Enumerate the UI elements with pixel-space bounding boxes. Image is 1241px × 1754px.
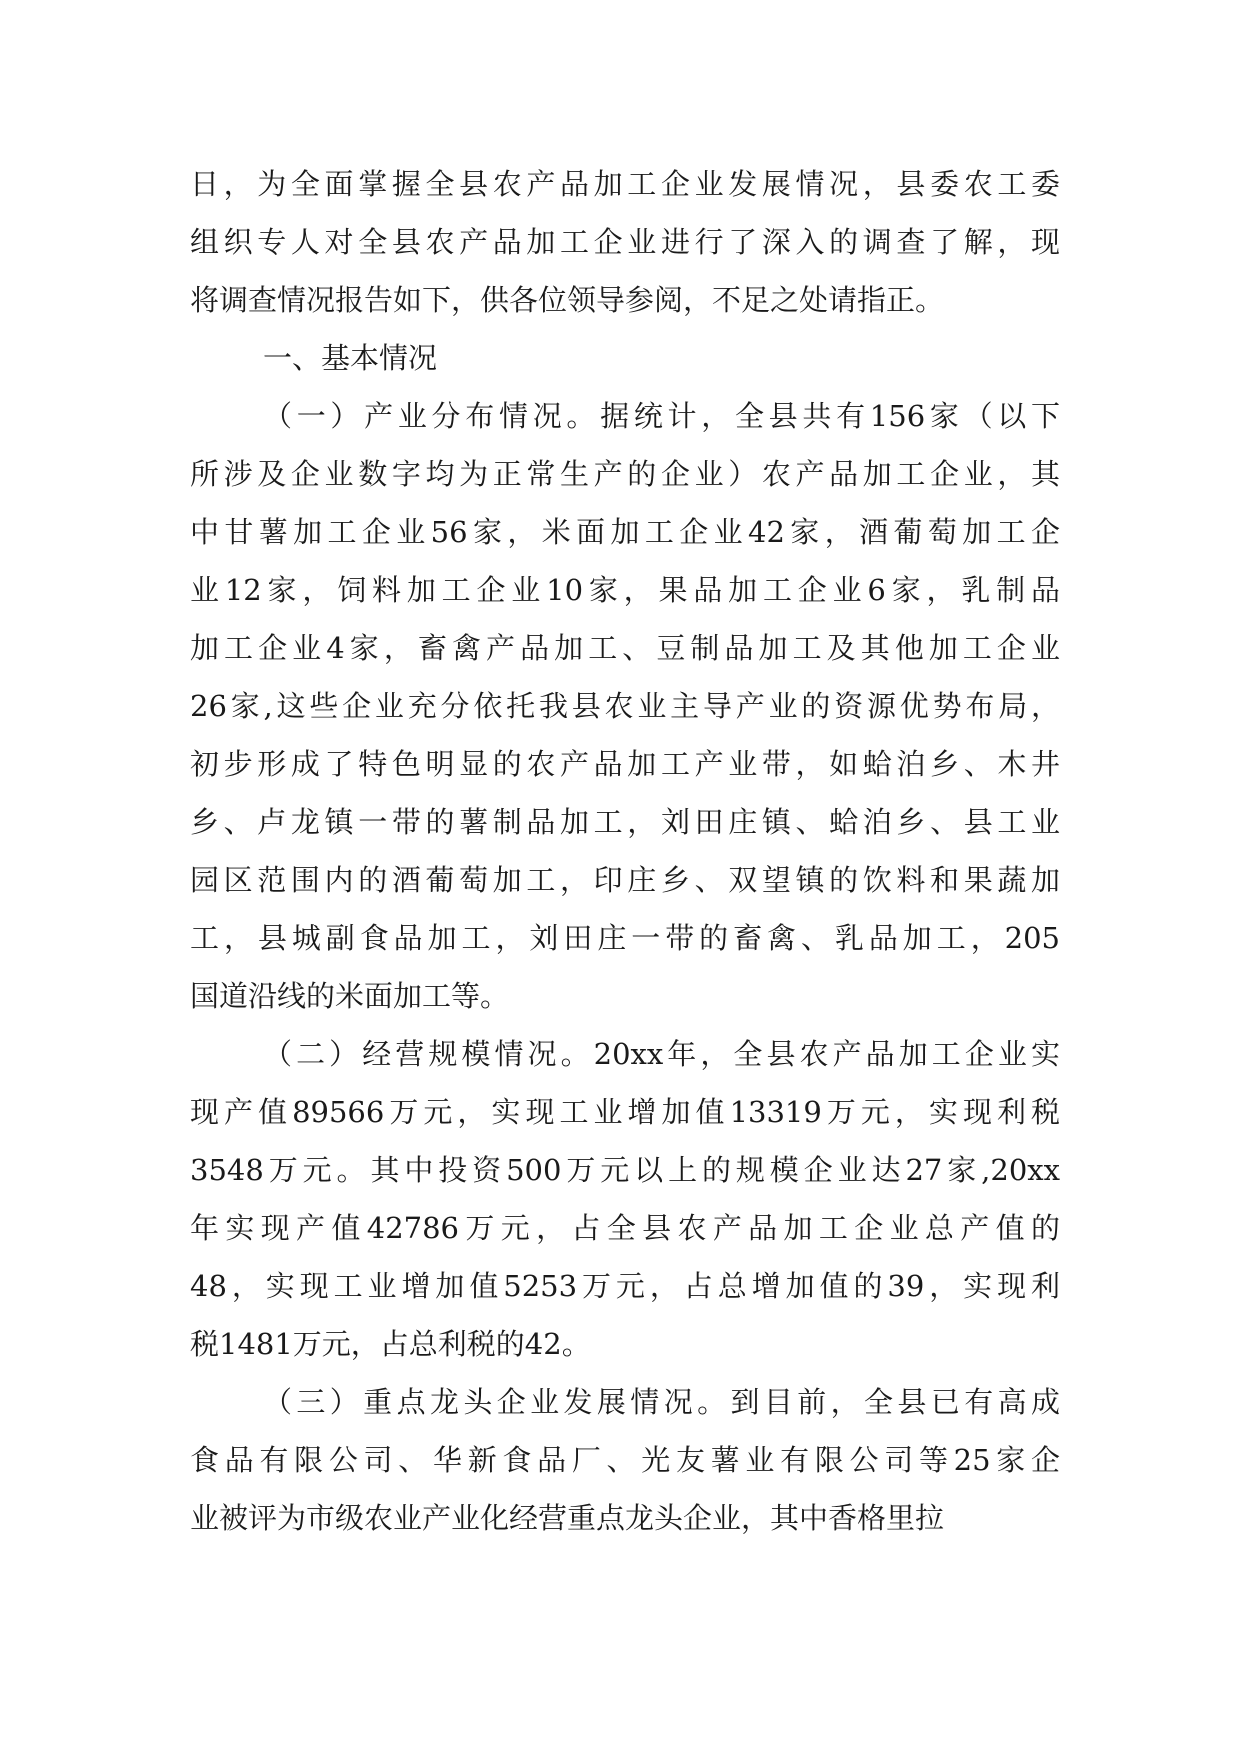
text-line: 工，县城副食品加工，刘田庄一带的畜禽、乳品加工，205 xyxy=(190,921,1060,955)
text-line: 48，实现工业增加值5253万元，占总增加值的39，实现利 xyxy=(190,1269,1060,1303)
paragraph-business-scale xyxy=(190,1037,1060,1385)
text-line: （一）产业分布情况。据统计，全县共有156家（以下 xyxy=(263,399,1060,433)
text-line: 中甘薯加工企业56家，米面加工企业42家，酒葡萄加工企 xyxy=(190,515,1060,549)
text-line: （三）重点龙头企业发展情况。到目前，全县已有高成 xyxy=(263,1385,1060,1419)
text-line: 业被评为市级农业产业化经营重点龙头企业，其中香格里拉 xyxy=(190,1501,945,1535)
text-line: 组织专人对全县农产品加工企业进行了深入的调查了解，现 xyxy=(190,225,1060,259)
text-line: 年实现产值42786万元，占全县农产品加工企业总产值的 xyxy=(190,1211,1060,1245)
text-line: 26家,这些企业充分依托我县农业主导产业的资源优势布局， xyxy=(190,689,1060,723)
text-line: （二）经营规模情况。20xx年，全县农产品加工企业实 xyxy=(263,1037,1060,1071)
text-line: 国道沿线的米面加工等。 xyxy=(190,979,510,1013)
text-line: 乡、卢龙镇一带的薯制品加工，刘田庄镇、蛤泊乡、县工业 xyxy=(190,805,1060,839)
text-line: 业12家，饲料加工企业10家，果品加工企业6家，乳制品 xyxy=(190,573,1060,607)
paragraph-industry-distribution xyxy=(190,399,1060,1037)
text-line: 现产值89566万元，实现工业增加值13319万元，实现利税 xyxy=(190,1095,1060,1129)
text-line: 食品有限公司、华新食品厂、光友薯业有限公司等25家企 xyxy=(190,1443,1060,1477)
text-line: 日，为全面掌握全县农产品加工企业发展情况，县委农工委 xyxy=(190,167,1060,201)
text-line: 园区范围内的酒葡萄加工，印庄乡、双望镇的饮料和果蔬加 xyxy=(190,863,1060,897)
text-line: 3548万元。其中投资500万元以上的规模企业达27家,20xx xyxy=(190,1153,1060,1187)
text-line: 税1481万元，占总利税的42。 xyxy=(190,1327,591,1361)
text-line: 初步形成了特色明显的农产品加工产业带，如蛤泊乡、木井 xyxy=(190,747,1060,781)
text-line: 加工企业4家，畜禽产品加工、豆制品加工及其他加工企业 xyxy=(190,631,1060,665)
text-line: 将调查情况报告如下，供各位领导参阅，不足之处请指正。 xyxy=(190,283,945,317)
text-line: 一、基本情况 xyxy=(263,341,438,375)
paragraph-leading-enterprises xyxy=(190,1385,1060,1559)
document-body xyxy=(190,167,1060,1559)
text-line: 所涉及企业数字均为正常生产的企业）农产品加工企业，其 xyxy=(190,457,1060,491)
paragraph-section-1-heading xyxy=(190,341,1060,399)
paragraph-intro xyxy=(190,167,1060,341)
